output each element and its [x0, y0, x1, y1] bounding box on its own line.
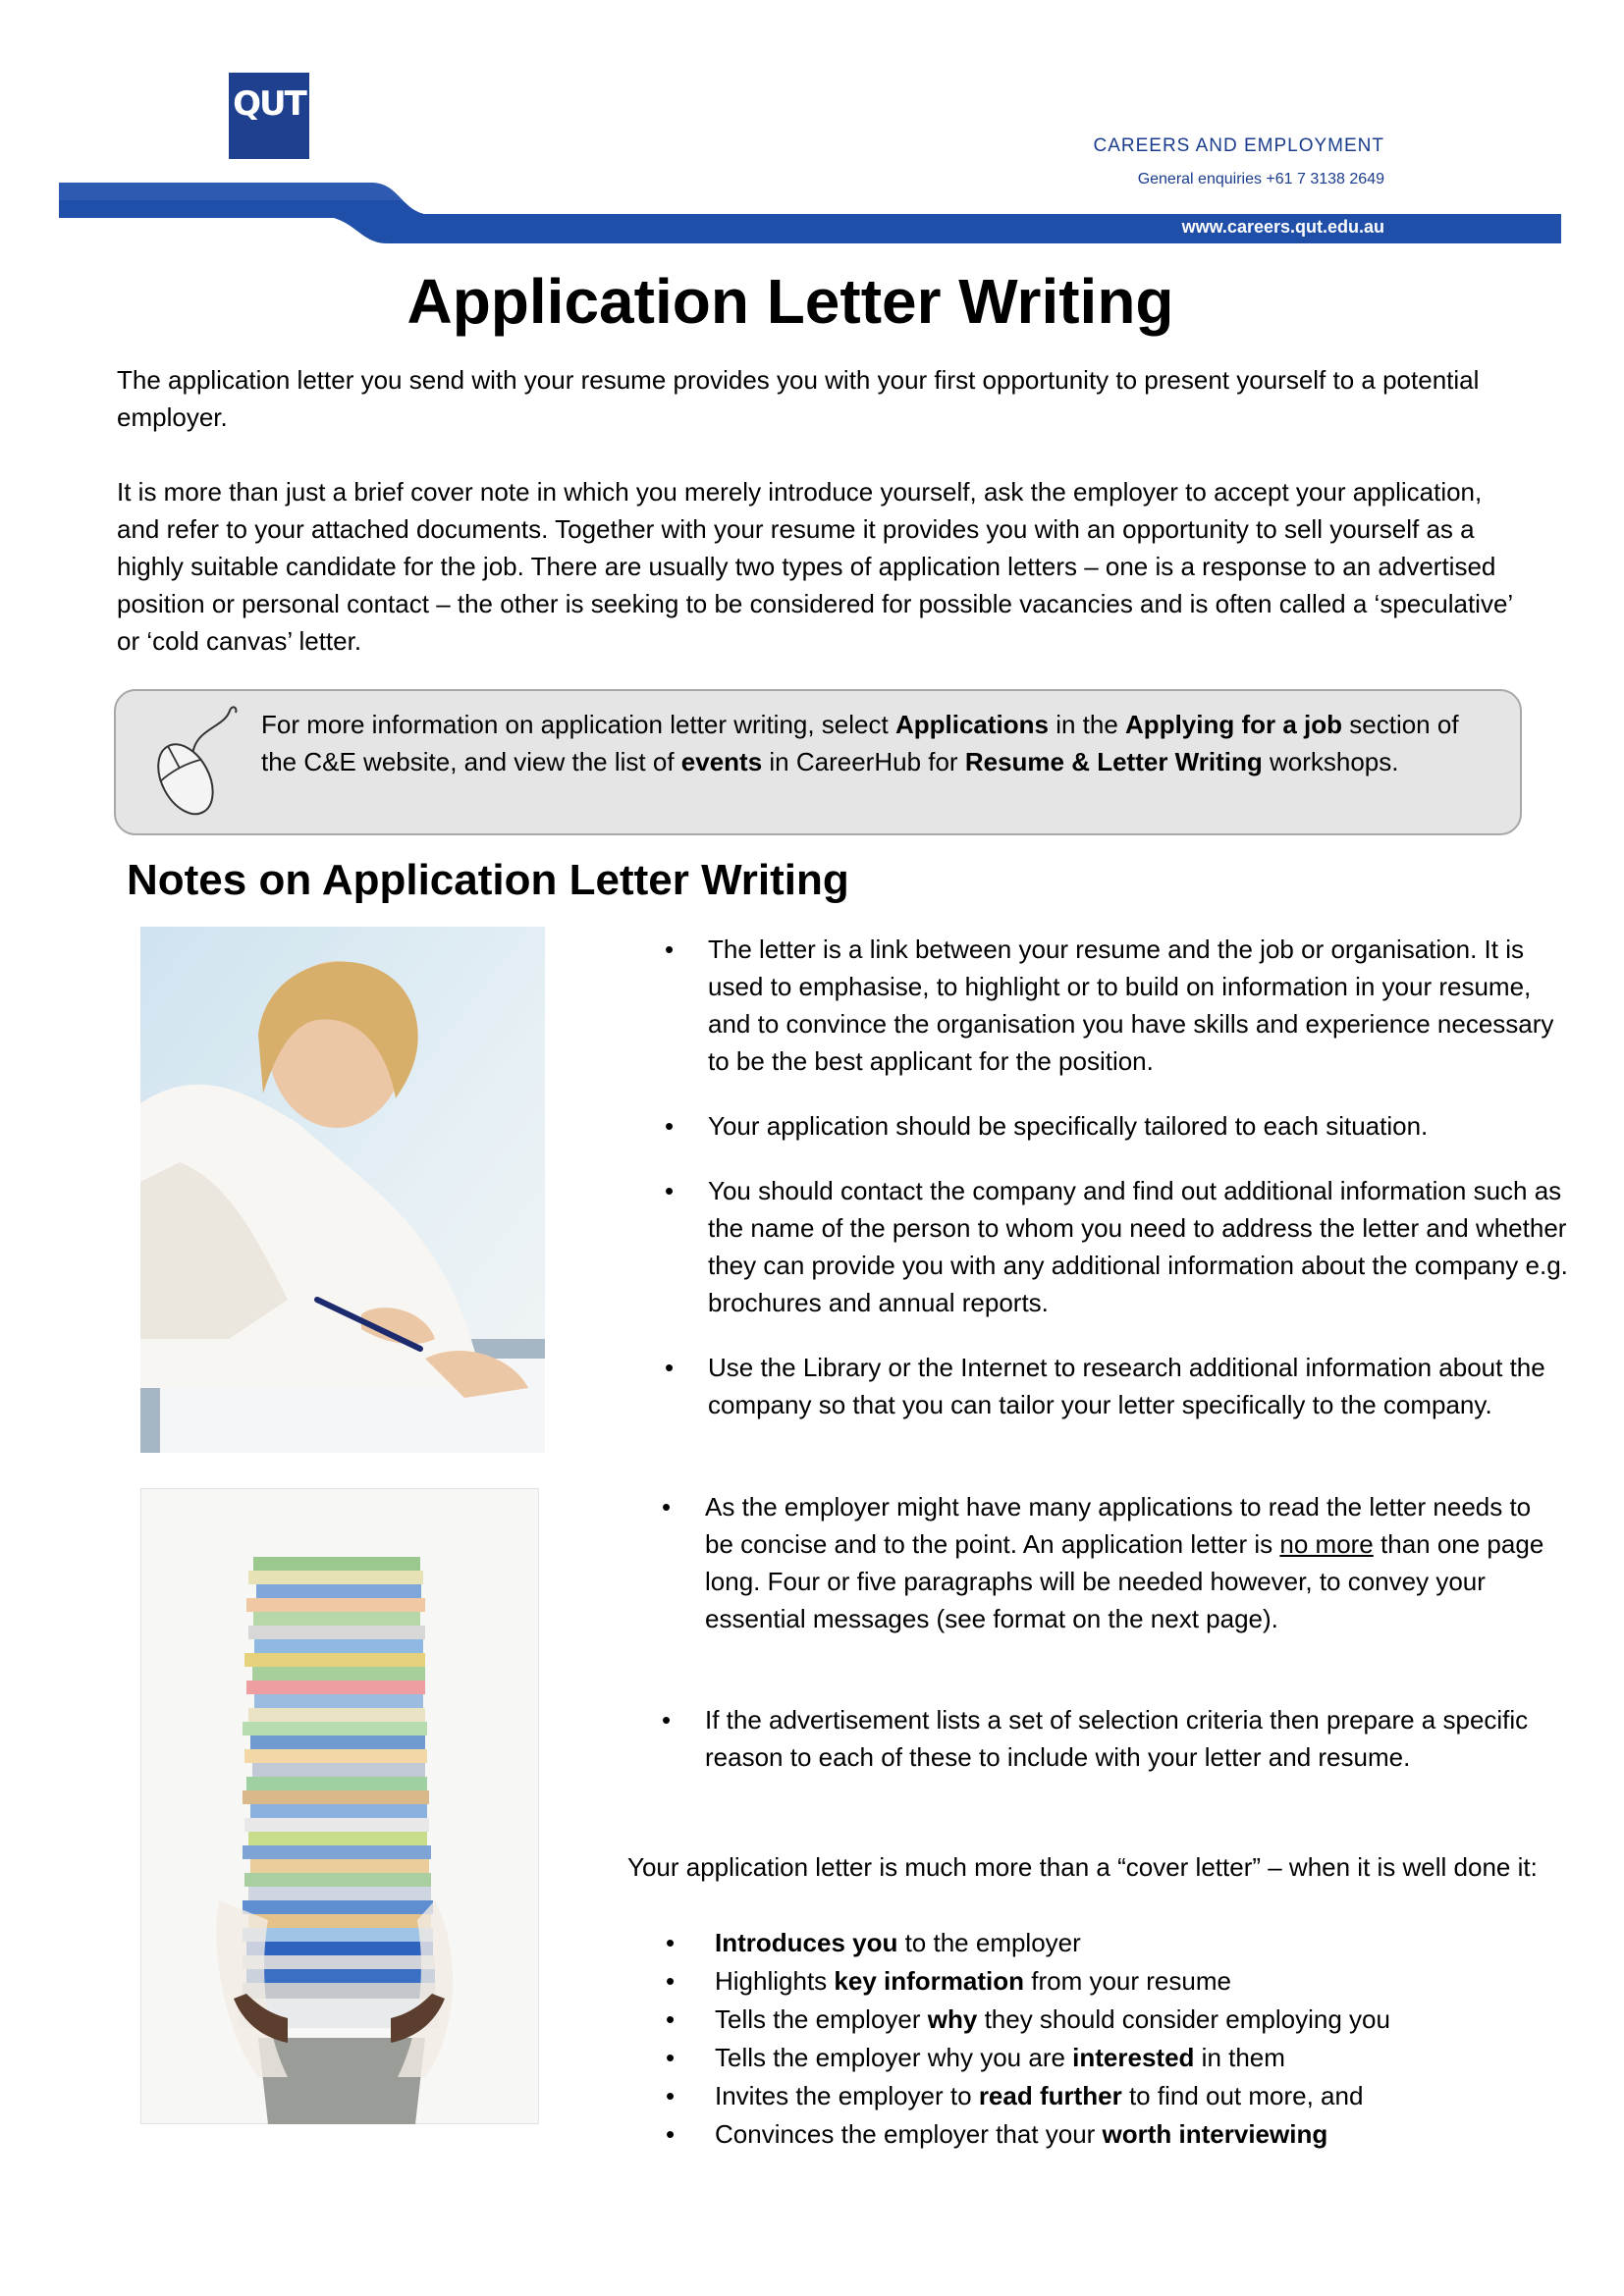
list-item	[660, 2115, 1543, 2154]
emphasis-text: why	[927, 2004, 978, 2034]
events-text: events	[680, 747, 763, 776]
bullet-icon: •	[666, 2119, 676, 2149]
info-text-part: For more information on application letter writing, select	[261, 710, 895, 739]
list-item	[653, 931, 1568, 1080]
closing-paragraph: Your application letter is much more than a “cover letter” – when it is well done it:	[627, 1852, 1538, 1882]
department-name: CAREERS AND EMPLOYMENT	[1093, 135, 1384, 156]
list-item-text: Convinces the employer that your	[715, 2119, 1103, 2149]
bullet-icon: •	[666, 1928, 676, 1957]
bullet-icon: •	[665, 1353, 675, 1382]
emphasis-text: worth interviewing	[1102, 2119, 1328, 2149]
intro-paragraph-1: The application letter you send with your resume provides you with your first opportunity to present yourself to a potential employer.	[117, 365, 1480, 432]
bullet-icon: •	[665, 1111, 675, 1141]
page-title: Application Letter Writing	[406, 266, 1174, 337]
notes-list	[653, 1172, 1568, 1321]
list-item	[660, 2001, 1543, 2039]
list-item-text: in them	[1194, 2043, 1285, 2072]
info-text-part: in CareerHub for	[762, 747, 965, 776]
bullet-icon: •	[662, 1705, 672, 1735]
bullet-icon: •	[666, 2043, 676, 2072]
list-item-text: Tells the employer why you are	[715, 2043, 1073, 2072]
info-callout-text	[261, 706, 1489, 780]
list-item	[660, 1962, 1543, 2001]
file-stack-photo	[140, 1488, 539, 2124]
applications-link-text: Applications	[894, 710, 1049, 739]
woman-writing-photo	[140, 927, 545, 1453]
list-item-text: to the employer	[897, 1928, 1081, 1957]
list-item-text: Invites the employer to	[715, 2081, 979, 2110]
qut-logo	[229, 73, 309, 159]
list-item-text: Highlights	[715, 1966, 835, 1996]
list-item	[650, 1488, 1565, 1637]
bullet-icon: •	[666, 2081, 676, 2110]
emphasis-text: key information	[834, 1966, 1024, 1996]
notes-list	[653, 931, 1568, 1080]
workshop-name-text: Resume & Letter Writing	[964, 747, 1263, 776]
bullet-icon: •	[665, 1176, 675, 1205]
notes-heading: Notes on Application Letter Writing	[127, 856, 849, 904]
list-item-text: to find out more, and	[1121, 2081, 1364, 2110]
logo-text: QUT	[233, 84, 305, 124]
list-item-text: from your resume	[1024, 1966, 1231, 1996]
list-item	[653, 1107, 1568, 1145]
emphasis-text: interested	[1072, 2043, 1195, 2072]
intro-paragraph-2: It is more than just a brief cover note in which you merely introduce yourself, ask the employer to accept your application, and refer to your attached documents. Together with your resume it provides you with an opportunity to sell yourself as a highly suitable candidate for the job. There are usually two types of application letters – one is a response to an advertised position or personal contact – the other is seeking to be considered for possible vacancies and is often called a ‘speculative’ or ‘cold canvas’ letter.	[117, 477, 1513, 656]
list-item-text: As the employer might have many applications to read the letter needs to be concise and to the point. An application letter is	[705, 1492, 1532, 1559]
underlined-text: no more	[1279, 1529, 1374, 1559]
summary-list	[660, 1924, 1543, 2154]
list-item-text: Your application should be specifically tailored to each situation.	[708, 1111, 1429, 1141]
info-text-part: section of the C&E website, and view the list of	[261, 710, 1459, 776]
enquiries-phone: General enquiries +61 7 3138 2649	[1137, 171, 1384, 187]
notes-list	[653, 1107, 1568, 1145]
list-item	[660, 2077, 1543, 2115]
list-item	[650, 1701, 1565, 1776]
emphasis-text: read further	[978, 2081, 1122, 2110]
header-band	[0, 177, 1624, 250]
bullet-icon: •	[665, 934, 675, 964]
info-text-part: in the	[1048, 710, 1126, 739]
bullet-icon: •	[666, 1966, 676, 1996]
computer-mouse-icon	[135, 699, 244, 822]
list-item-text: The letter is a link between your resume and the job or organisation. It is used to emphasise, to highlight or to build on information in your resume, and to convince the organisation you have skills and experience necessary to be the best applicant for the position.	[708, 934, 1554, 1076]
list-item	[653, 1172, 1568, 1321]
info-text-part: workshops.	[1262, 747, 1399, 776]
list-item-text: If the advertisement lists a set of selection criteria then prepare a specific reason to each of these to include with your letter and resume.	[705, 1705, 1529, 1772]
list-item-text: Tells the employer	[715, 2004, 928, 2034]
notes-list	[650, 1488, 1565, 1637]
list-item	[660, 1924, 1543, 1962]
bullet-icon: •	[662, 1492, 672, 1522]
list-item-text: You should contact the company and find out additional information such as the name of the person to whom you need to address the letter and whether they can provide you with any additional information about the company e.g. brochures and annual reports.	[708, 1176, 1568, 1317]
list-item	[660, 2039, 1543, 2077]
notes-list	[653, 1349, 1568, 1423]
applying-for-a-job-text: Applying for a job	[1125, 710, 1343, 739]
emphasis-text: Introduces you	[715, 1928, 898, 1957]
list-item-text: than one page long. Four or five paragraphs will be needed however, to convey your essential messages (see format on the next page).	[705, 1529, 1544, 1633]
website-link[interactable]: www.careers.qut.edu.au	[1181, 217, 1384, 237]
list-item-text: Use the Library or the Internet to research additional information about the company so that you can tailor your letter specifically to the company.	[708, 1353, 1545, 1419]
notes-list	[650, 1701, 1565, 1776]
list-item-text: they should consider employing you	[977, 2004, 1390, 2034]
list-item	[653, 1349, 1568, 1423]
bullet-icon: •	[666, 2004, 676, 2034]
